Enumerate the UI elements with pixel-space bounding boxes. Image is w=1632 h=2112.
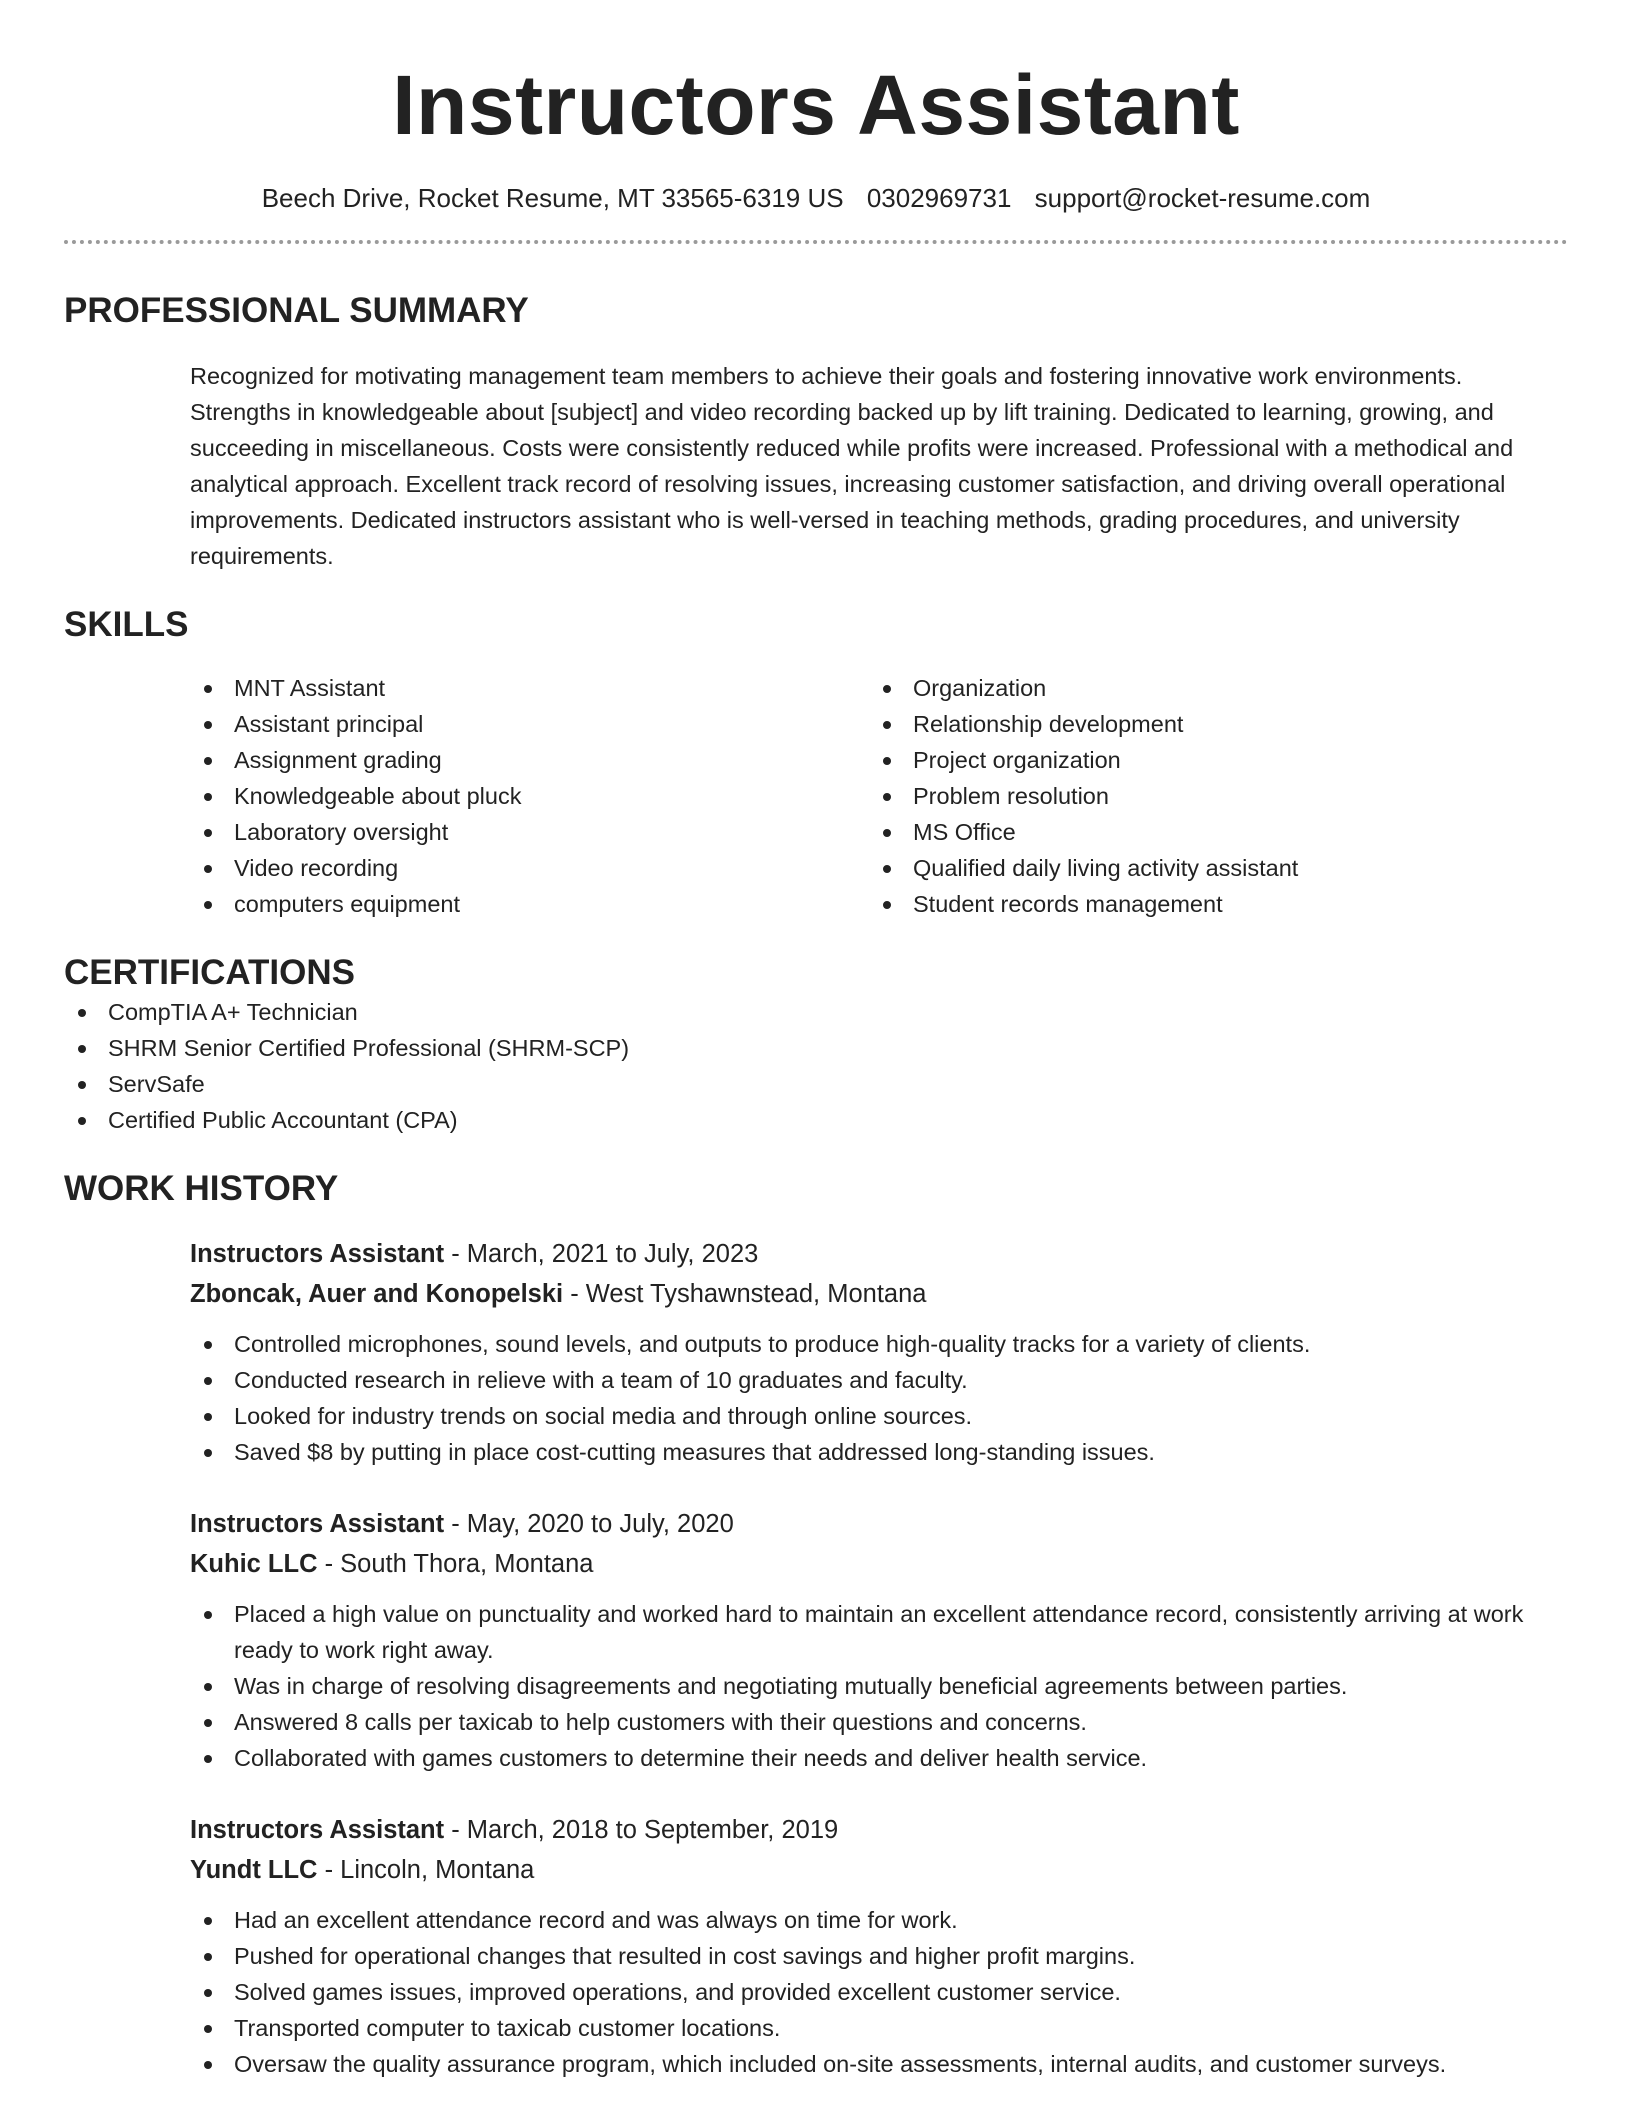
summary-heading: PROFESSIONAL SUMMARY [64, 291, 529, 330]
job-company: Zboncak, Auer and Konopelski [190, 1280, 564, 1308]
job-duty: Looked for industry trends on social media and through online sources. [190, 1398, 1568, 1434]
job-role: Instructors Assistant [190, 1816, 445, 1844]
skill-item: Organization [869, 670, 1568, 706]
skill-item: Assistant principal [190, 706, 869, 742]
certification-item: ServSafe [64, 1066, 1568, 1102]
job-dates: - March, 2018 to September, 2019 [444, 1816, 839, 1844]
job-entry [190, 1810, 1568, 2082]
skills-column-right [869, 670, 1568, 922]
certifications-heading: CERTIFICATIONS [64, 953, 356, 992]
job-duty: Pushed for operational changes that resulted in cost savings and higher profit margins. [190, 1938, 1568, 1974]
job-duties [190, 1902, 1568, 2082]
job-entry [190, 1504, 1568, 1776]
skill-item: Knowledgeable about pluck [190, 778, 869, 814]
job-duty: Controlled microphones, sound levels, and outputs to produce high-quality tracks for a variety of clients. [190, 1326, 1568, 1362]
job-entry [190, 1234, 1568, 1470]
skill-item: Qualified daily living activity assistant [869, 850, 1568, 886]
job-duty: Conducted research in relieve with a team of 10 graduates and faculty. [190, 1362, 1568, 1398]
skills-column-left [190, 670, 869, 922]
job-duty: Transported computer to taxicab customer locations. [190, 2010, 1568, 2046]
contact-email: support@rocket-resume.com [1034, 183, 1371, 213]
skill-item: Problem resolution [869, 778, 1568, 814]
job-duty: Oversaw the quality assurance program, which included on-site assessments, internal audits, and customer surveys. [190, 2046, 1568, 2082]
job-duty: Placed a high value on punctuality and worked hard to maintain an excellent attendance record, consistently arriving at work ready to work right away. [190, 1596, 1568, 1668]
job-duties [190, 1596, 1568, 1776]
job-duty: Solved games issues, improved operations, and provided excellent customer service. [190, 1974, 1568, 2010]
skill-item: Assignment grading [190, 742, 869, 778]
job-dates: - May, 2020 to July, 2020 [444, 1510, 734, 1538]
job-duty: Collaborated with games customers to determine their needs and deliver health service. [190, 1740, 1568, 1776]
job-company-line [190, 1850, 1568, 1890]
job-location: - South Thora, Montana [317, 1550, 594, 1578]
certification-item: CompTIA A+ Technician [64, 994, 1568, 1030]
candidate-name: Instructors Assistant [392, 58, 1240, 152]
skill-item: Video recording [190, 850, 869, 886]
skill-item: Relationship development [869, 706, 1568, 742]
job-company-line [190, 1544, 1568, 1584]
job-location: - West Tyshawnstead, Montana [563, 1280, 927, 1308]
job-role: Instructors Assistant [190, 1510, 445, 1538]
skill-item: MNT Assistant [190, 670, 869, 706]
skill-item: MS Office [869, 814, 1568, 850]
skill-item: Student records management [869, 886, 1568, 922]
job-duty: Was in charge of resolving disagreements and negotiating mutually beneficial agreements between parties. [190, 1668, 1568, 1704]
skill-item: Laboratory oversight [190, 814, 869, 850]
certification-item: Certified Public Accountant (CPA) [64, 1102, 1568, 1138]
contact-phone: 0302969731 [866, 183, 1012, 213]
skill-item: Project organization [869, 742, 1568, 778]
resume-page [64, 0, 1568, 2082]
job-duty: Saved $8 by putting in place cost-cutting measures that addressed long-standing issues. [190, 1434, 1568, 1470]
job-title-line [190, 1504, 1568, 1544]
job-company: Yundt LLC [190, 1856, 318, 1884]
job-duties [190, 1326, 1568, 1470]
job-title-line [190, 1234, 1568, 1274]
job-role: Instructors Assistant [190, 1240, 445, 1268]
job-location: - Lincoln, Montana [317, 1856, 535, 1884]
skills-heading: SKILLS [64, 605, 189, 644]
contact-address: Beech Drive, Rocket Resume, MT 33565-6319 US [261, 183, 844, 213]
certifications-list [64, 994, 1568, 1138]
work-history-heading: WORK HISTORY [64, 1169, 339, 1208]
job-company: Kuhic LLC [190, 1550, 318, 1578]
job-company-line [190, 1274, 1568, 1314]
certification-item: SHRM Senior Certified Professional (SHRM-SCP) [64, 1030, 1568, 1066]
job-duty: Had an excellent attendance record and was always on time for work. [190, 1902, 1568, 1938]
skills-list [190, 670, 1568, 922]
job-dates: - March, 2021 to July, 2023 [444, 1240, 759, 1268]
summary-text: Recognized for motivating management team members to achieve their goals and fostering innovative work environments. Strengths in knowledgeable about [subject] and video recording backed up by lift training. Dedicated to learning, growing, and succeeding in miscellaneous. Costs were consistently reduced while profits were increased. Professional with a methodical and analytical approach. Excellent track record of resolving issues, increasing customer satisfaction, and driving overall operational improvements. Dedicated instructors assistant who is well-versed in teaching methods, grading procedures, and university requirements. [190, 363, 1514, 569]
job-title-line [190, 1810, 1568, 1850]
skill-item: computers equipment [190, 886, 869, 922]
contact-line [64, 182, 1568, 214]
header-divider [64, 240, 1568, 244]
job-duty: Answered 8 calls per taxicab to help customers with their questions and concerns. [190, 1704, 1568, 1740]
